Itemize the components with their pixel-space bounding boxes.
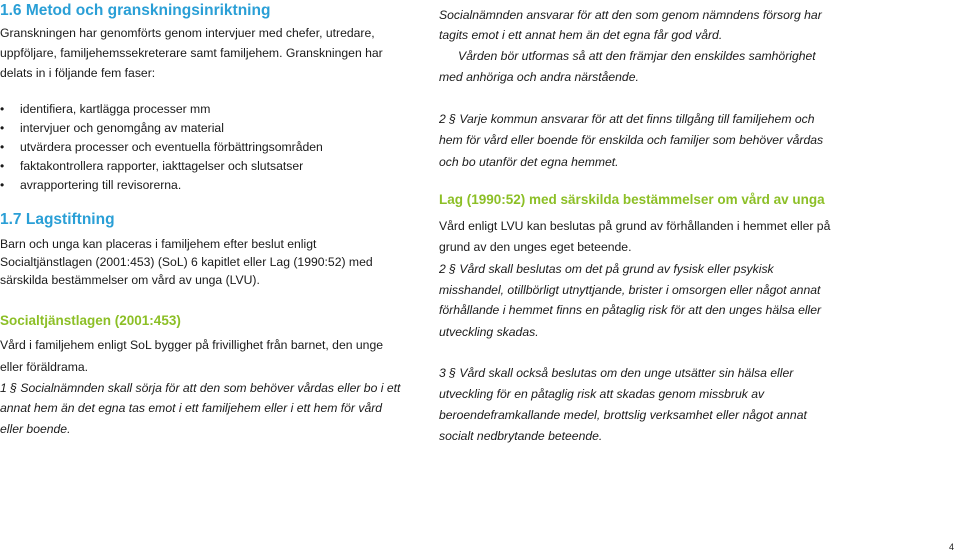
law-line: Socialtjänstlagen (2001:453) (SoL) 6 kapitlet eller Lag (1990:52) med [0, 255, 373, 269]
lvu3-line: utveckling för en påtaglig risk att skadas genom missbruk av [439, 387, 765, 401]
lvu2-line: förhållande i hemmet finns en påtaglig risk för att den unges hälsa eller [439, 303, 822, 317]
law-line: Barn och unga kan placeras i familjehem efter beslut enligt [0, 237, 317, 251]
lvu2-line: utveckling skadas. [439, 325, 539, 339]
bullet-icon: • [0, 159, 5, 173]
sol-quote-line: annat hem än det egna tas emot i ett familjehem eller i ett hem för vård [0, 401, 383, 415]
lvu3-line: beroendeframkallande medel, brottslig verksamhet eller något annat [439, 408, 807, 422]
phase-list-item: intervjuer och genomgång av material [20, 121, 224, 135]
lvu2-line: 2 § Vård skall beslutas om det på grund av fysisk eller psykisk [439, 262, 774, 276]
bullet-icon: • [0, 178, 5, 192]
sol-quote-line: eller boende. [0, 422, 71, 436]
phase-list-item: identifiera, kartlägga processer mm [20, 102, 211, 116]
bullet-icon: • [0, 140, 5, 154]
subheading-sol: Socialtjänstlagen (2001:453) [0, 313, 181, 328]
quote-2-line: och bo utanför det egna hemmet. [439, 155, 619, 169]
quote-line: tagits emot i ett annat hem än det egna får god vård. [439, 28, 723, 42]
lvu3-line: socialt nedbrytande beteende. [439, 429, 603, 443]
quote-line: med anhöriga och andra närstående. [439, 70, 639, 84]
lvu-line: Vård enligt LVU kan beslutas på grund av förhållanden i hemmet eller på [439, 219, 831, 233]
law-line: särskilda bestämmelser om vård av unga (LVU). [0, 273, 260, 287]
intro-line: Granskningen har genomförts genom intervjuer med chefer, utredare, [0, 26, 375, 40]
lvu2-line: misshandel, otillbörligt utnyttjande, brister i omsorgen eller något annat [439, 283, 821, 297]
sol-line: Vård i familjehem enligt SoL bygger på frivillighet från barnet, den unge [0, 338, 384, 352]
section-heading-1-6: 1.6 Metod och granskningsinriktning [0, 2, 271, 19]
bullet-icon: • [0, 102, 5, 116]
phase-list-item: avrapportering till revisorerna. [20, 178, 182, 192]
phase-list-item: utvärdera processer och eventuella förbättringsområden [20, 140, 323, 154]
sol-quote-line: 1 § Socialnämnden skall sörja för att den som behöver vårdas eller bo i ett [0, 381, 401, 395]
page-number: 4 [948, 542, 954, 552]
sol-line: eller föräldrama. [0, 360, 89, 374]
intro-line: delats in i följande fem faser: [0, 66, 156, 80]
lvu-line: grund av den unges eget beteende. [439, 240, 632, 254]
quote-line: Socialnämnden ansvarar för att den som genom nämndens försorg har [439, 8, 822, 22]
section-heading-1-7: 1.7 Lagstiftning [0, 211, 115, 228]
quote-2-line: 2 § Varje kommun ansvarar för att det finns tillgång till familjehem och [439, 112, 815, 126]
intro-line: uppföljare, familjehemssekreterare samt familjehem. Granskningen har [0, 46, 383, 60]
lvu3-line: 3 § Vård skall också beslutas om den unge utsätter sin hälsa eller [439, 366, 794, 380]
quote-2-line: hem för vård eller boende för enskilda och familjer som behöver vårdas [439, 133, 824, 147]
phase-list-item: faktakontrollera rapporter, iakttagelser och slutsatser [20, 159, 304, 173]
subheading-lvu: Lag (1990:52) med särskilda bestämmelser om vård av unga [439, 192, 825, 207]
bullet-icon: • [0, 121, 5, 135]
quote-line: Vården bör utformas så att den främjar den enskildes samhörighet [458, 49, 816, 63]
